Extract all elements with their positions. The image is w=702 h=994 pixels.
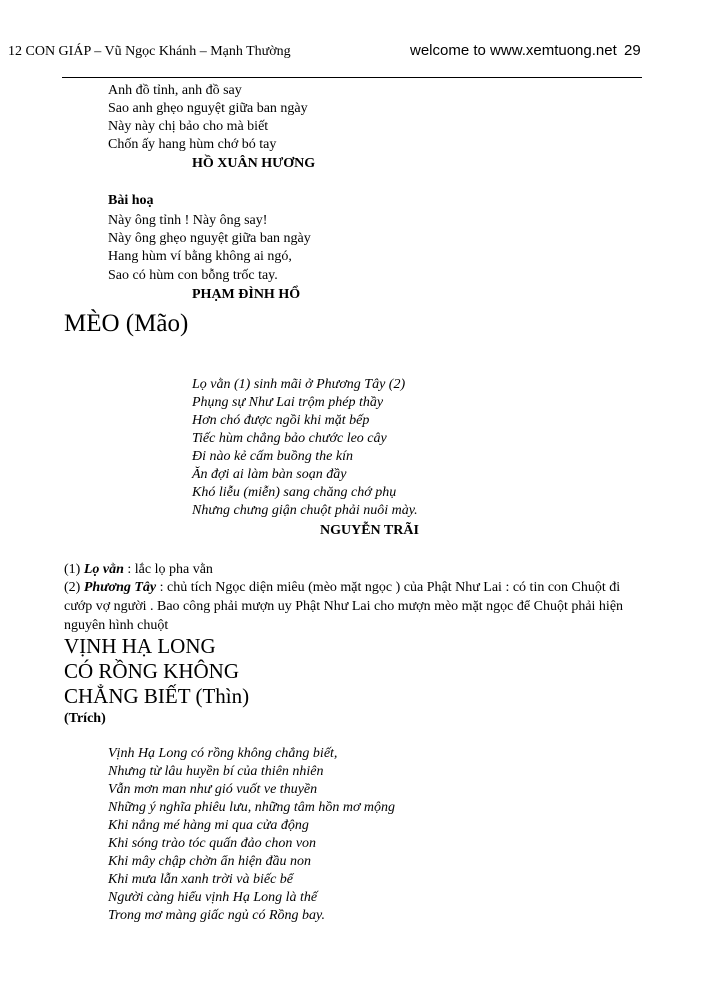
meo-line: Nhưng chưng giận chuột phải nuôi mày. <box>192 503 418 518</box>
halong-line: Khi nắng mé hàng mi qua cửa động <box>108 818 309 833</box>
poem2-title: Bài hoạ <box>108 193 154 208</box>
header-website: welcome to www.xemtuong.net <box>410 42 617 59</box>
poem1-line: Anh đồ tỉnh, anh đồ say <box>108 83 242 98</box>
note-1-text: : lắc lọ pha vằn <box>123 562 213 577</box>
halong-line: Khi mưa lẫn xanh trời và biếc bể <box>108 872 294 887</box>
halong-title-line: VỊNH HẠ LONG <box>64 634 216 658</box>
meo-line: Khó liễu (miễn) sang chăng chớ phụ <box>192 485 397 500</box>
meo-line: Tiếc hùm chẳng bảo chước leo cây <box>192 431 387 446</box>
poem1-line: Sao anh ghẹo nguyệt giữa ban ngày <box>108 101 308 116</box>
header-rule <box>62 77 642 78</box>
meo-line: Ăn đợi ai làm bàn soạn đầy <box>192 467 347 482</box>
section-heading-meo: MÈO (Mão) <box>64 310 189 337</box>
meo-author: NGUYỄN TRÃI <box>320 523 419 538</box>
halong-line: Những ý nghĩa phiêu lưu, những tâm hồn mơ mộng <box>108 800 396 815</box>
page-number: 29 <box>624 42 641 59</box>
poem1-line: Này này chị bảo cho mà biết <box>108 119 269 134</box>
note-2-term: Phương Tây <box>83 580 157 595</box>
halong-line: Khi mây chập chờn ẩn hiện đầu non <box>108 854 312 869</box>
poem2-line: Sao có hùm con bỗng trốc tay. <box>108 268 278 283</box>
meo-line: Đi nào kẻ cấm buồng the kín <box>192 449 353 464</box>
header-title: 12 CON GIÁP – Vũ Ngọc Khánh – Mạnh Thường <box>8 44 291 59</box>
meo-line: Hơn chó được ngồi khi mặt bếp <box>192 413 370 428</box>
halong-title-line: CHẲNG BIẾT (Thìn) <box>64 684 250 708</box>
poem2-author: PHẠM ĐÌNH HỔ <box>192 287 301 302</box>
note-1-term: Lọ vằn <box>83 562 124 577</box>
halong-line: Trong mơ màng giấc ngủ có Rồng bay. <box>108 908 325 923</box>
note-2 <box>64 578 644 635</box>
halong-line: Nhưng từ lâu huyền bí của thiên nhiên <box>108 764 324 779</box>
note-2-text: : chủ tích Ngọc diện miêu (mèo mặt ngọc ) của Phật Như Lai : có tin con Chuột đi cướp vợ người . Bao công phải mượn uy Phật Như Lai cho mượn mèo mặt ngọc để Chuột phải hiện nguyên hình chuột <box>64 580 624 633</box>
poem2-line: Này ông ghẹo nguyệt giữa ban ngày <box>108 231 311 246</box>
poem1-author: HỒ XUÂN HƯƠNG <box>192 156 316 171</box>
note-1-prefix: (1) <box>64 562 84 577</box>
poem2-line: Này ông tỉnh ! Này ông say! <box>108 213 268 228</box>
poem1-line: Chốn ấy hang hùm chớ bó tay <box>108 137 277 152</box>
note-2-prefix: (2) <box>64 580 84 595</box>
halong-line: Khi sóng trào tóc quấn đảo chon von <box>108 836 317 851</box>
note-1 <box>64 560 644 579</box>
halong-line: Vịnh Hạ Long có rồng không chẳng biết, <box>108 746 338 761</box>
meo-line: Lọ vằn (1) sinh mãi ở Phương Tây (2) <box>192 377 406 392</box>
halong-line: Người càng hiểu vịnh Hạ Long là thế <box>108 890 318 905</box>
halong-line: Vẫn mơn man như gió vuốt ve thuyền <box>108 782 318 797</box>
meo-line: Phụng sự Như Lai trộm phép thầy <box>192 395 384 410</box>
halong-excerpt: (Trích) <box>64 711 106 726</box>
halong-title-line: CÓ RỒNG KHÔNG <box>64 659 240 683</box>
poem2-line: Hang hùm ví bằng không ai ngó, <box>108 249 292 264</box>
